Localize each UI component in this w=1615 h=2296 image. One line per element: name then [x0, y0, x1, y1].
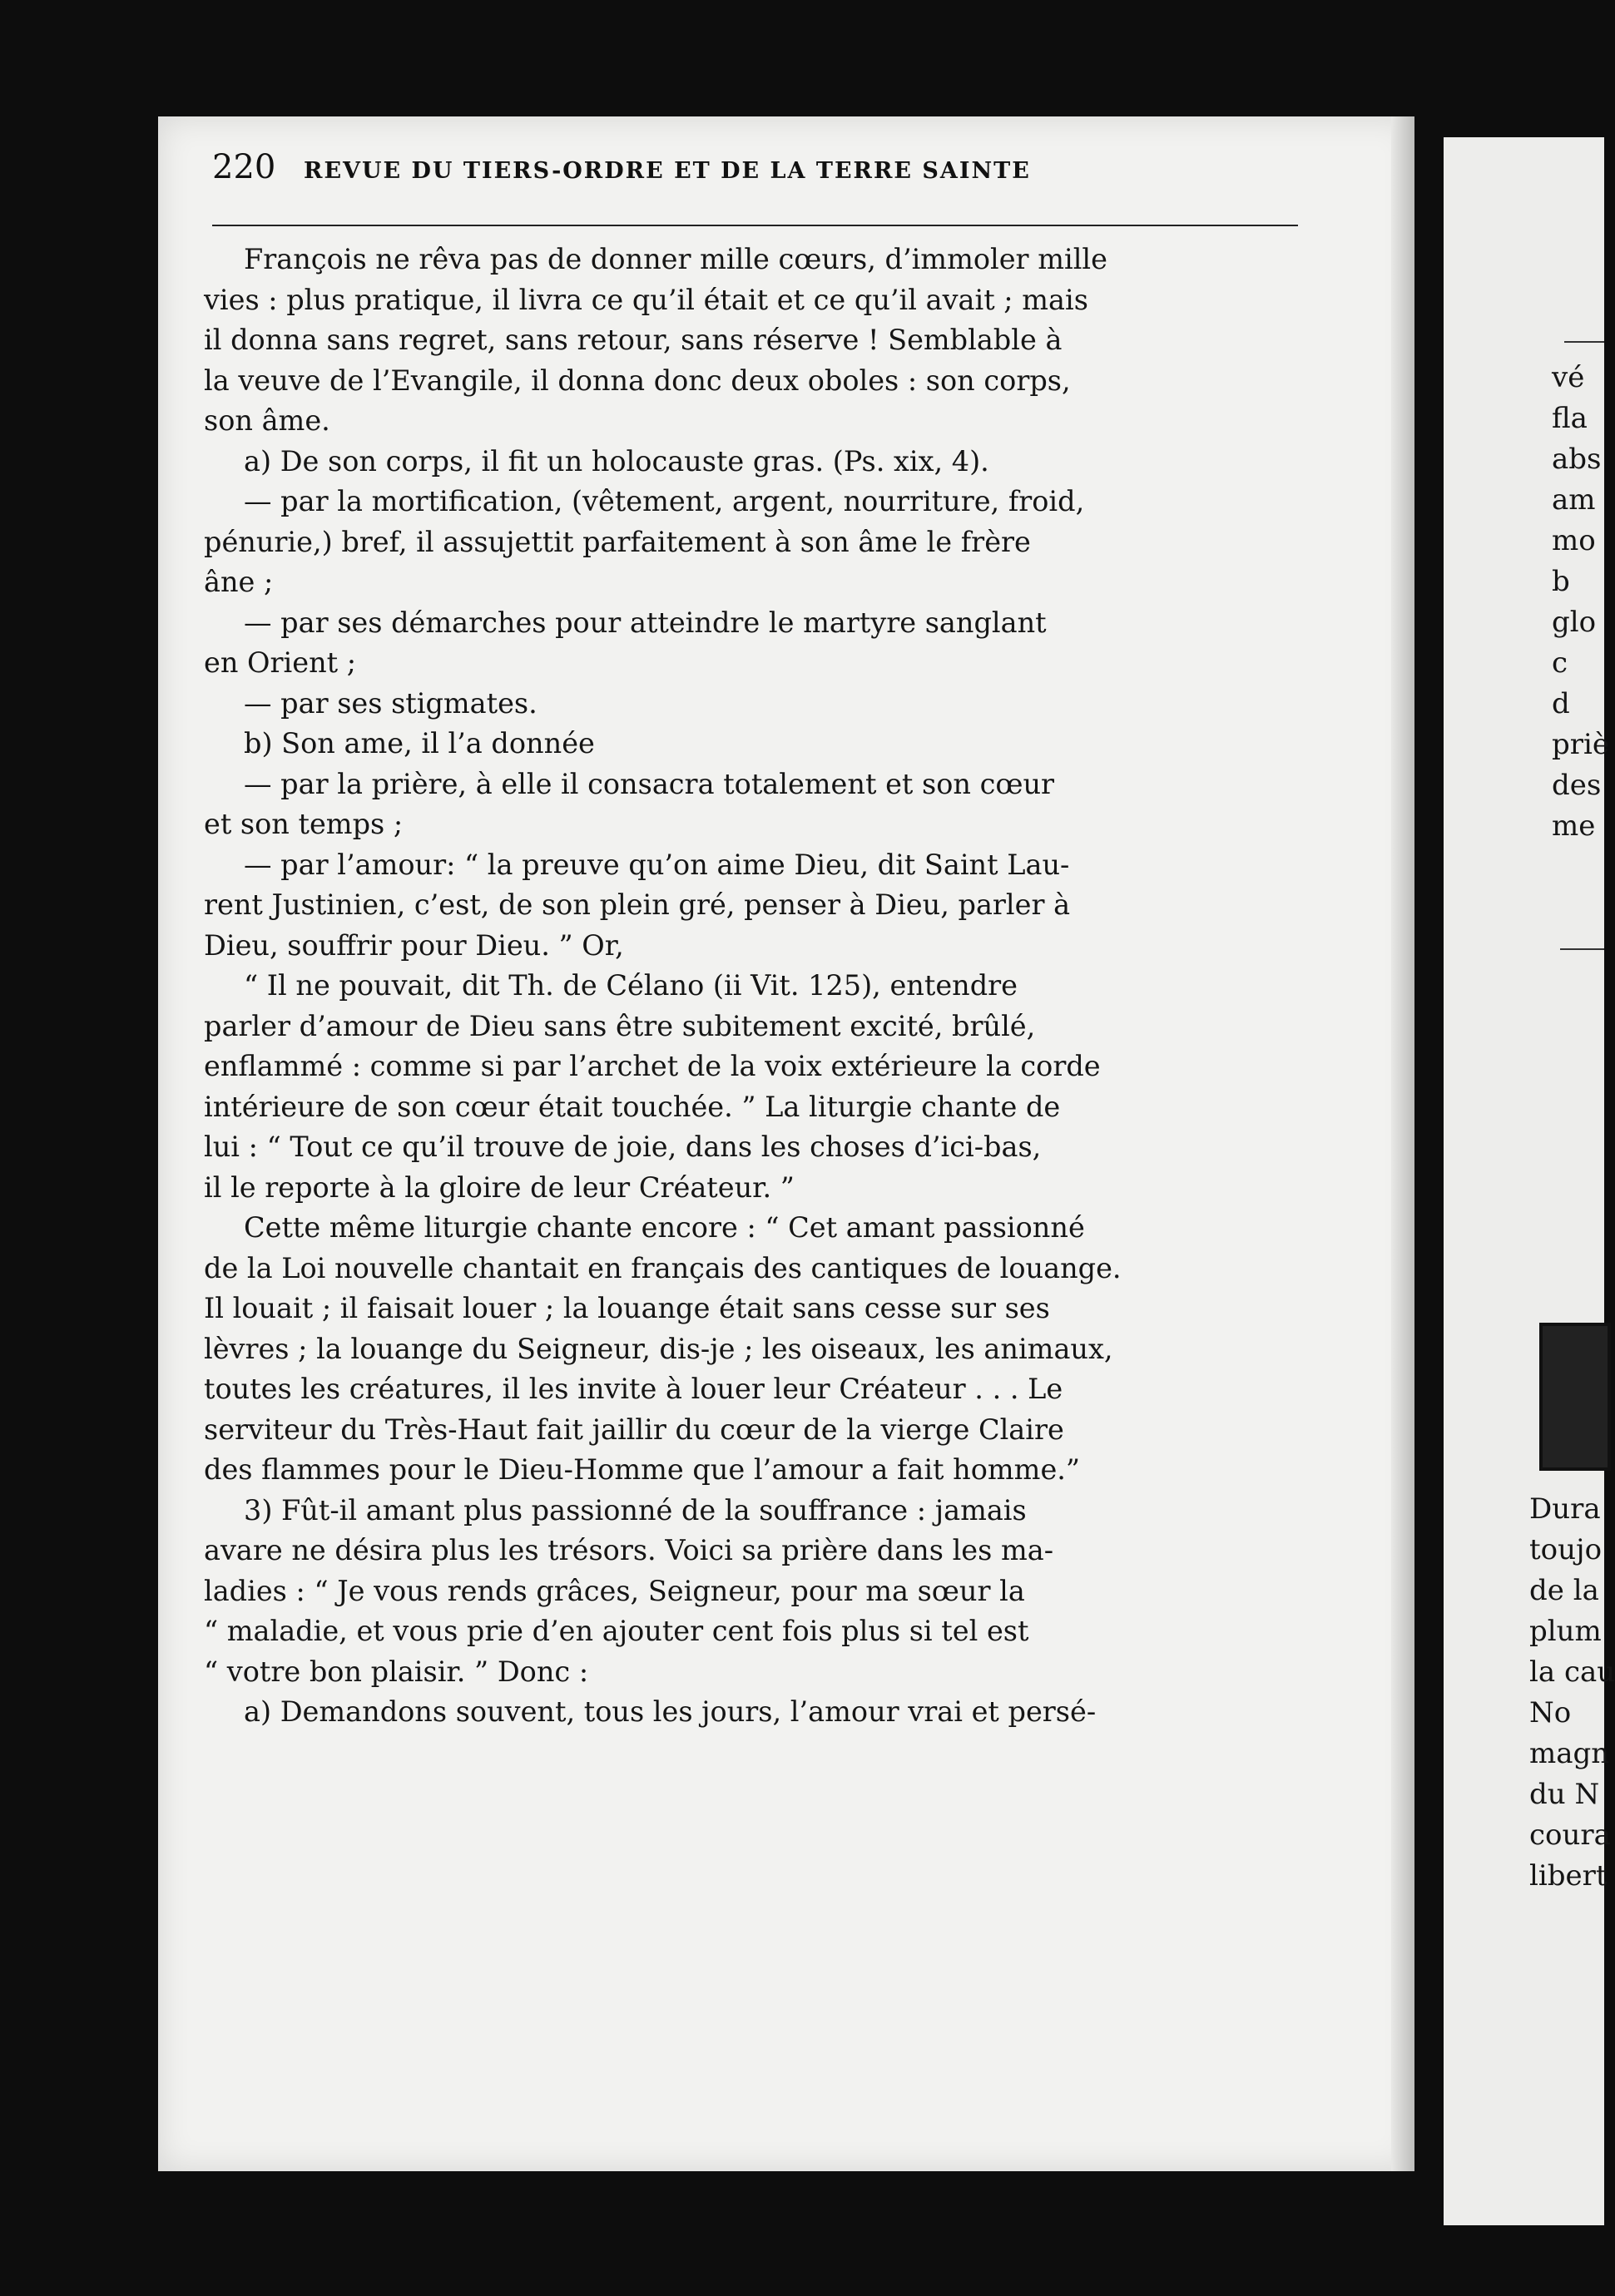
body-text [204, 240, 1302, 1733]
text-line: de la Loi nouvelle chantait en français des cantiques de louange. [204, 1251, 1122, 1284]
fragment-line: am [1552, 483, 1596, 517]
text-line: son âme. [204, 404, 330, 437]
fragment-line: vé [1552, 361, 1585, 394]
text-line: “ Il ne pouvait, dit Th. de Célano (ii Vit. 125), entendre [244, 969, 1018, 1002]
text-line: en Orient ; [204, 646, 357, 679]
text-line: lèvres ; la louange du Seigneur, dis-je ; les oiseaux, les animaux, [204, 1332, 1113, 1365]
fragment-line: b [1552, 565, 1570, 598]
fragment-line: magn [1529, 1737, 1610, 1770]
fragment-line: priè [1552, 728, 1610, 761]
fragment-line: la cau [1529, 1655, 1615, 1689]
decorative-initial-icon [1539, 1323, 1611, 1471]
fragment-line: du N [1529, 1778, 1600, 1811]
adjacent-page-rule [1564, 341, 1604, 343]
text-line: vies : plus pratique, il livra ce qu’il était et ce qu’il avait ; mais [204, 283, 1088, 316]
text-line: Il louait ; il faisait louer ; la louange était sans cesse sur ses [204, 1292, 1050, 1324]
text-line: — par l’amour: “ la preuve qu’on aime Dieu, dit Saint Lau- [244, 848, 1070, 881]
text-line: serviteur du Très-Haut fait jaillir du cœur de la vierge Claire [204, 1413, 1064, 1446]
text-line: a) Demandons souvent, tous les jours, l’amour vrai et persé- [244, 1695, 1097, 1728]
fragment-line: c [1552, 646, 1568, 680]
text-line: et son temps ; [204, 808, 404, 840]
text-line: parler d’amour de Dieu sans être subitement excité, brûlé, [204, 1009, 1036, 1042]
text-line: Dieu, souffrir pour Dieu. ” Or, [204, 928, 624, 962]
page-header [212, 141, 1298, 191]
adjacent-page-text-top [1552, 358, 1610, 847]
text-line: la veuve de l’Evangile, il donna donc deux oboles : son corps, [204, 364, 1071, 397]
page-number: 220 [212, 148, 276, 186]
text-line: a) De son corps, il fit un holocauste gras. (Ps. xix, 4). [244, 444, 989, 478]
fragment-line: mo [1552, 524, 1596, 557]
text-line: pénurie,) bref, il assujettit parfaitement à son âme le frère [204, 525, 1031, 558]
text-line: b) Son ame, il l’a donnée [244, 727, 595, 760]
text-line: “ votre bon plaisir. ” Donc : [204, 1655, 589, 1688]
text-line: âne ; [204, 566, 274, 598]
fragment-line: fla [1552, 402, 1588, 435]
fragment-line: toujo [1529, 1533, 1603, 1566]
text-line: lui : “ Tout ce qu’il trouve de joie, dans les choses d’ici-bas, [204, 1131, 1042, 1163]
fragment-line: des [1552, 769, 1602, 802]
text-line: — par ses stigmates. [244, 686, 538, 720]
text-line: “ maladie, et vous prie d’en ajouter cent fois plus si tel est [204, 1615, 1029, 1647]
text-line: avare ne désira plus les trésors. Voici sa prière dans les ma- [204, 1534, 1054, 1566]
text-line: enflammé : comme si par l’archet de la voix extérieure la corde [204, 1050, 1101, 1082]
text-line: toutes les créatures, il les invite à louer leur Créateur . . . Le [204, 1373, 1063, 1405]
fragment-line: d [1552, 687, 1570, 720]
header-rule [212, 225, 1298, 226]
text-line: rent Justinien, c’est, de son plein gré, penser à Dieu, parler à [204, 888, 1071, 921]
adjacent-page-rule-2 [1560, 948, 1604, 950]
fragment-line: coura [1529, 1818, 1611, 1852]
text-line: des flammes pour le Dieu-Homme que l’amour a fait homme.” [204, 1453, 1081, 1486]
text-line: intérieure de son cœur était touchée. ” La liturgie chante de [204, 1090, 1061, 1123]
fragment-line: plum [1529, 1615, 1602, 1648]
fragment-line: glo [1552, 606, 1597, 639]
text-line: il donna sans regret, sans retour, sans réserve ! Semblable à [204, 324, 1063, 356]
text-line: — par la mortification, (vêtement, argent, nourriture, froid, [244, 485, 1085, 517]
fragment-line: Dura [1529, 1492, 1601, 1526]
text-line: il le reporte à la gloire de leur Créateur. ” [204, 1170, 795, 1204]
fragment-line: me [1552, 809, 1596, 843]
text-line: ladies : “ Je vous rends grâces, Seigneur, pour ma sœur la [204, 1574, 1025, 1607]
adjacent-page-text-bottom [1529, 1489, 1615, 1897]
fragment-line: abs [1552, 443, 1602, 476]
running-title: REVUE DU TIERS-ORDRE ET DE LA TERRE SAINTE [304, 158, 1031, 184]
page-edge [1391, 116, 1414, 2171]
fragment-line: de la [1529, 1574, 1599, 1607]
text-line: — par la prière, à elle il consacra totalement et son cœur [244, 767, 1055, 800]
fragment-line: libert [1529, 1859, 1608, 1893]
fragment-line: No [1529, 1696, 1572, 1729]
text-line: — par ses démarches pour atteindre le martyre sanglant [244, 606, 1047, 639]
text-line: 3) Fût-il amant plus passionné de la souffrance : jamais [244, 1493, 1027, 1527]
text-line: Cette même liturgie chante encore : “ Cet amant passionné [244, 1211, 1085, 1244]
text-line: François ne rêva pas de donner mille cœurs, d’immoler mille [244, 243, 1107, 275]
